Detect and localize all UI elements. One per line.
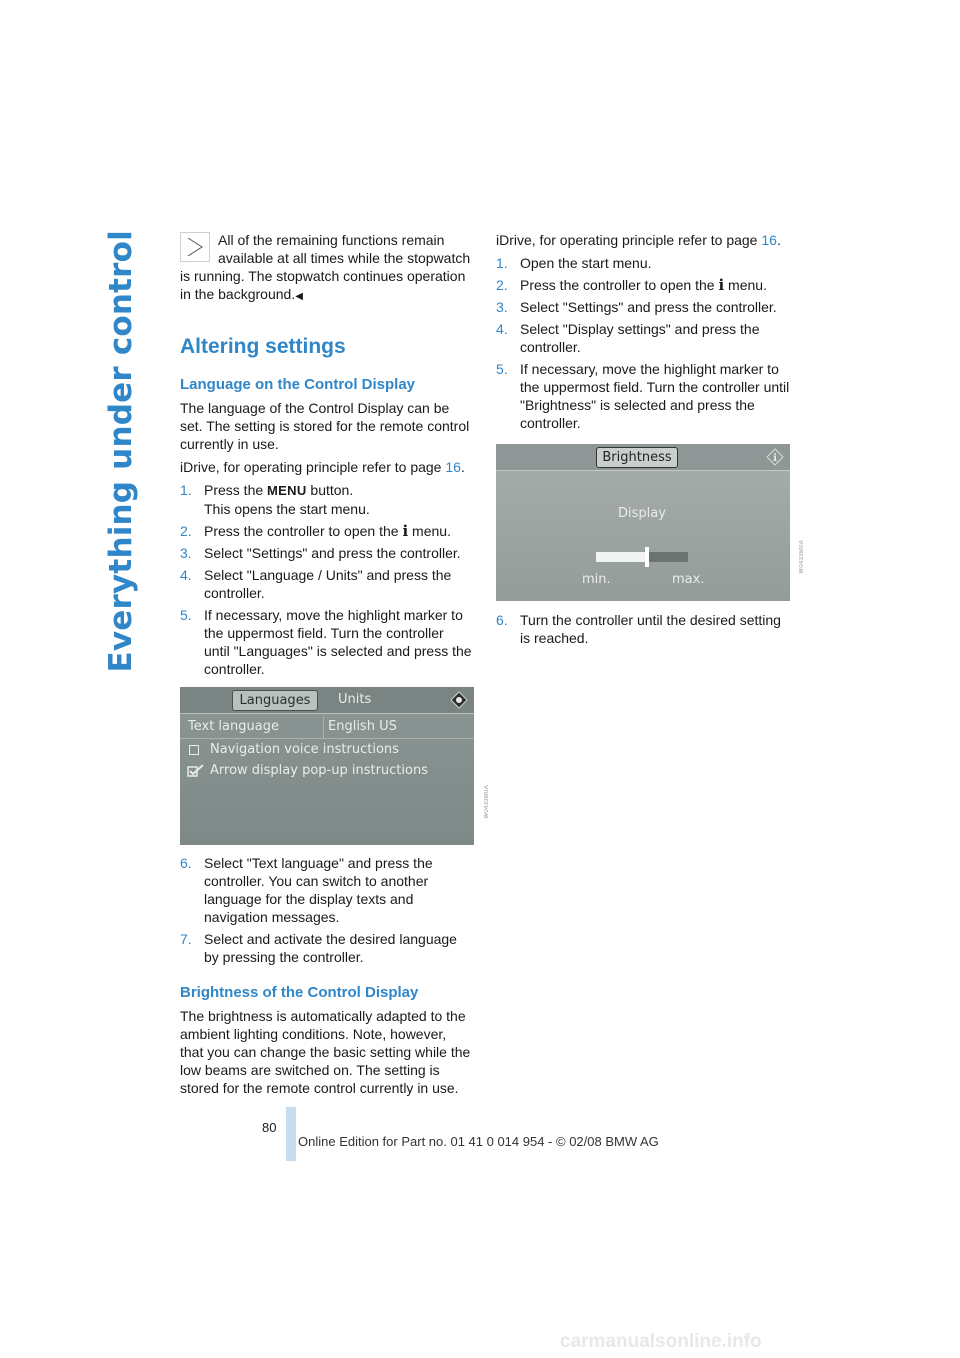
language-intro: The language of the Control Display can be set. The setting is stored for the remote control currently in use. bbox=[180, 400, 470, 452]
footer-text: Online Edition for Part no. 01 41 0 014 954 - © 02/08 BMW AG bbox=[298, 1134, 659, 1149]
step-text: Press the controller to open the bbox=[204, 523, 403, 539]
step-text: Press the bbox=[204, 482, 268, 498]
options-icon bbox=[450, 691, 468, 709]
image-code: W0433M0A bbox=[484, 785, 490, 819]
step-text: If necessary, move the highlight marker to the uppermost field. Turn the controller until "Brightness" is selected and press the controller. bbox=[520, 361, 790, 431]
step-text: Select "Settings" and press the controller. bbox=[520, 299, 777, 315]
section-title: Altering settings bbox=[180, 335, 346, 358]
chapter-side-tab: Everything under control bbox=[103, 230, 139, 673]
list-item bbox=[180, 566, 473, 602]
option-arrow-display: Arrow display pop-up instructions bbox=[210, 763, 428, 778]
idrive-ref-text: iDrive, for operating principle refer to page bbox=[180, 459, 446, 475]
display-title: Display bbox=[618, 506, 666, 521]
step-text: menu. bbox=[724, 277, 767, 293]
list-item bbox=[496, 360, 790, 432]
language-steps bbox=[180, 481, 473, 678]
step-text: Turn the controller until the desired setting is reached. bbox=[520, 612, 781, 646]
slider-knob bbox=[645, 547, 649, 567]
step-number: 5. bbox=[496, 361, 508, 377]
step-text: menu. bbox=[408, 523, 451, 539]
info-icon: i bbox=[402, 522, 409, 540]
note-line-1: All of the remaining functions remain bbox=[218, 232, 445, 248]
step-text: Select and activate the desired language by pressing the controller. bbox=[204, 931, 457, 965]
text-language-label: Text language bbox=[188, 719, 279, 734]
list-item bbox=[496, 276, 790, 294]
brightness-heading: Brightness of the Control Display bbox=[180, 984, 419, 1001]
max-label: max. bbox=[672, 572, 705, 587]
brightness-intro: The brightness is automatically adapted to the ambient lighting conditions. Note, however, that you can change the basic setting while the low beams are switched on. The setting is stored for the remote control currently in use. bbox=[180, 1008, 471, 1096]
info-icon: i bbox=[718, 276, 725, 294]
step-number: 3. bbox=[496, 299, 508, 315]
list-item bbox=[180, 606, 473, 678]
step-subtext: This opens the start menu. bbox=[204, 501, 370, 517]
tab-brightness bbox=[596, 447, 678, 468]
watermark: carmanualsonline.info bbox=[560, 1331, 762, 1352]
brightness-slider bbox=[596, 552, 688, 562]
step-number: 7. bbox=[180, 931, 192, 947]
idrive-ref-text: iDrive, for operating principle refer to page bbox=[496, 232, 762, 248]
list-item bbox=[180, 854, 473, 926]
step-text: Select "Display settings" and press the controller. bbox=[520, 321, 760, 355]
step-number: 1. bbox=[496, 255, 508, 271]
step-number: 2. bbox=[496, 277, 508, 293]
svg-text:i: i bbox=[773, 453, 777, 464]
tab-languages bbox=[232, 690, 318, 711]
slider-fill bbox=[596, 552, 647, 562]
brightness-steps-block bbox=[496, 231, 790, 436]
step-number: 4. bbox=[180, 567, 192, 583]
page-link[interactable]: 16 bbox=[445, 459, 461, 475]
list-item bbox=[496, 320, 790, 356]
step-text: button. bbox=[306, 482, 354, 498]
language-section bbox=[180, 375, 473, 682]
step-number: 3. bbox=[180, 545, 192, 561]
list-item bbox=[496, 298, 790, 316]
period: . bbox=[776, 232, 781, 248]
page-link[interactable]: 16 bbox=[761, 232, 777, 248]
list-item bbox=[496, 611, 790, 647]
note-line-2: available at all times while the stopwatch bbox=[218, 250, 471, 266]
footer-bar bbox=[286, 1107, 296, 1161]
list-item bbox=[496, 254, 790, 272]
page-number: 80 bbox=[262, 1120, 277, 1135]
step-number: 6. bbox=[180, 855, 192, 871]
option-nav-voice: Navigation voice instructions bbox=[210, 742, 399, 757]
languages-screen bbox=[180, 687, 474, 845]
step-text: Press the controller to open the bbox=[520, 277, 719, 293]
step-text: Select "Text language" and press the controller. You can switch to another language for the display texts and navigation messages. bbox=[204, 855, 433, 925]
period: . bbox=[460, 459, 465, 475]
min-label: min. bbox=[582, 572, 611, 587]
stopwatch-note bbox=[180, 231, 473, 306]
tab-languages-label: Languages bbox=[239, 693, 311, 708]
brightness-steps-after bbox=[496, 611, 790, 651]
end-mark: ◀ bbox=[295, 291, 303, 302]
language-steps-after bbox=[180, 854, 473, 970]
checkbox-checked-icon bbox=[187, 764, 205, 778]
step-text: Select "Language / Units" and press the controller. bbox=[204, 567, 452, 601]
menu-key: MENU bbox=[267, 483, 307, 498]
note-rest: is running. The stopwatch continues operation in the background. bbox=[180, 268, 466, 302]
options-icon bbox=[766, 448, 784, 466]
language-heading: Language on the Control Display bbox=[180, 376, 416, 393]
step-number: 1. bbox=[180, 482, 192, 498]
image-code: W0433M0A bbox=[799, 540, 805, 574]
step-number: 6. bbox=[496, 612, 508, 628]
list-item bbox=[180, 544, 473, 562]
brightness-steps bbox=[496, 254, 790, 432]
step-number: 2. bbox=[180, 523, 192, 539]
step-text: If necessary, move the highlight marker to the uppermost field. Turn the controller until "Languages" is selected and press the controller. bbox=[204, 607, 472, 677]
step-number: 5. bbox=[180, 607, 192, 623]
checkbox-unchecked-icon bbox=[189, 745, 199, 755]
text-language-value: English US bbox=[328, 719, 397, 734]
brightness-screen bbox=[496, 444, 790, 601]
list-item bbox=[180, 522, 473, 540]
step-text: Select "Settings" and press the controller. bbox=[204, 545, 461, 561]
step-text: Open the start menu. bbox=[520, 255, 652, 271]
tab-brightness-label: Brightness bbox=[602, 450, 672, 465]
step-number: 4. bbox=[496, 321, 508, 337]
list-item bbox=[180, 481, 473, 518]
list-item bbox=[180, 930, 473, 966]
tab-units: Units bbox=[338, 692, 372, 707]
brightness-section bbox=[180, 983, 473, 1097]
